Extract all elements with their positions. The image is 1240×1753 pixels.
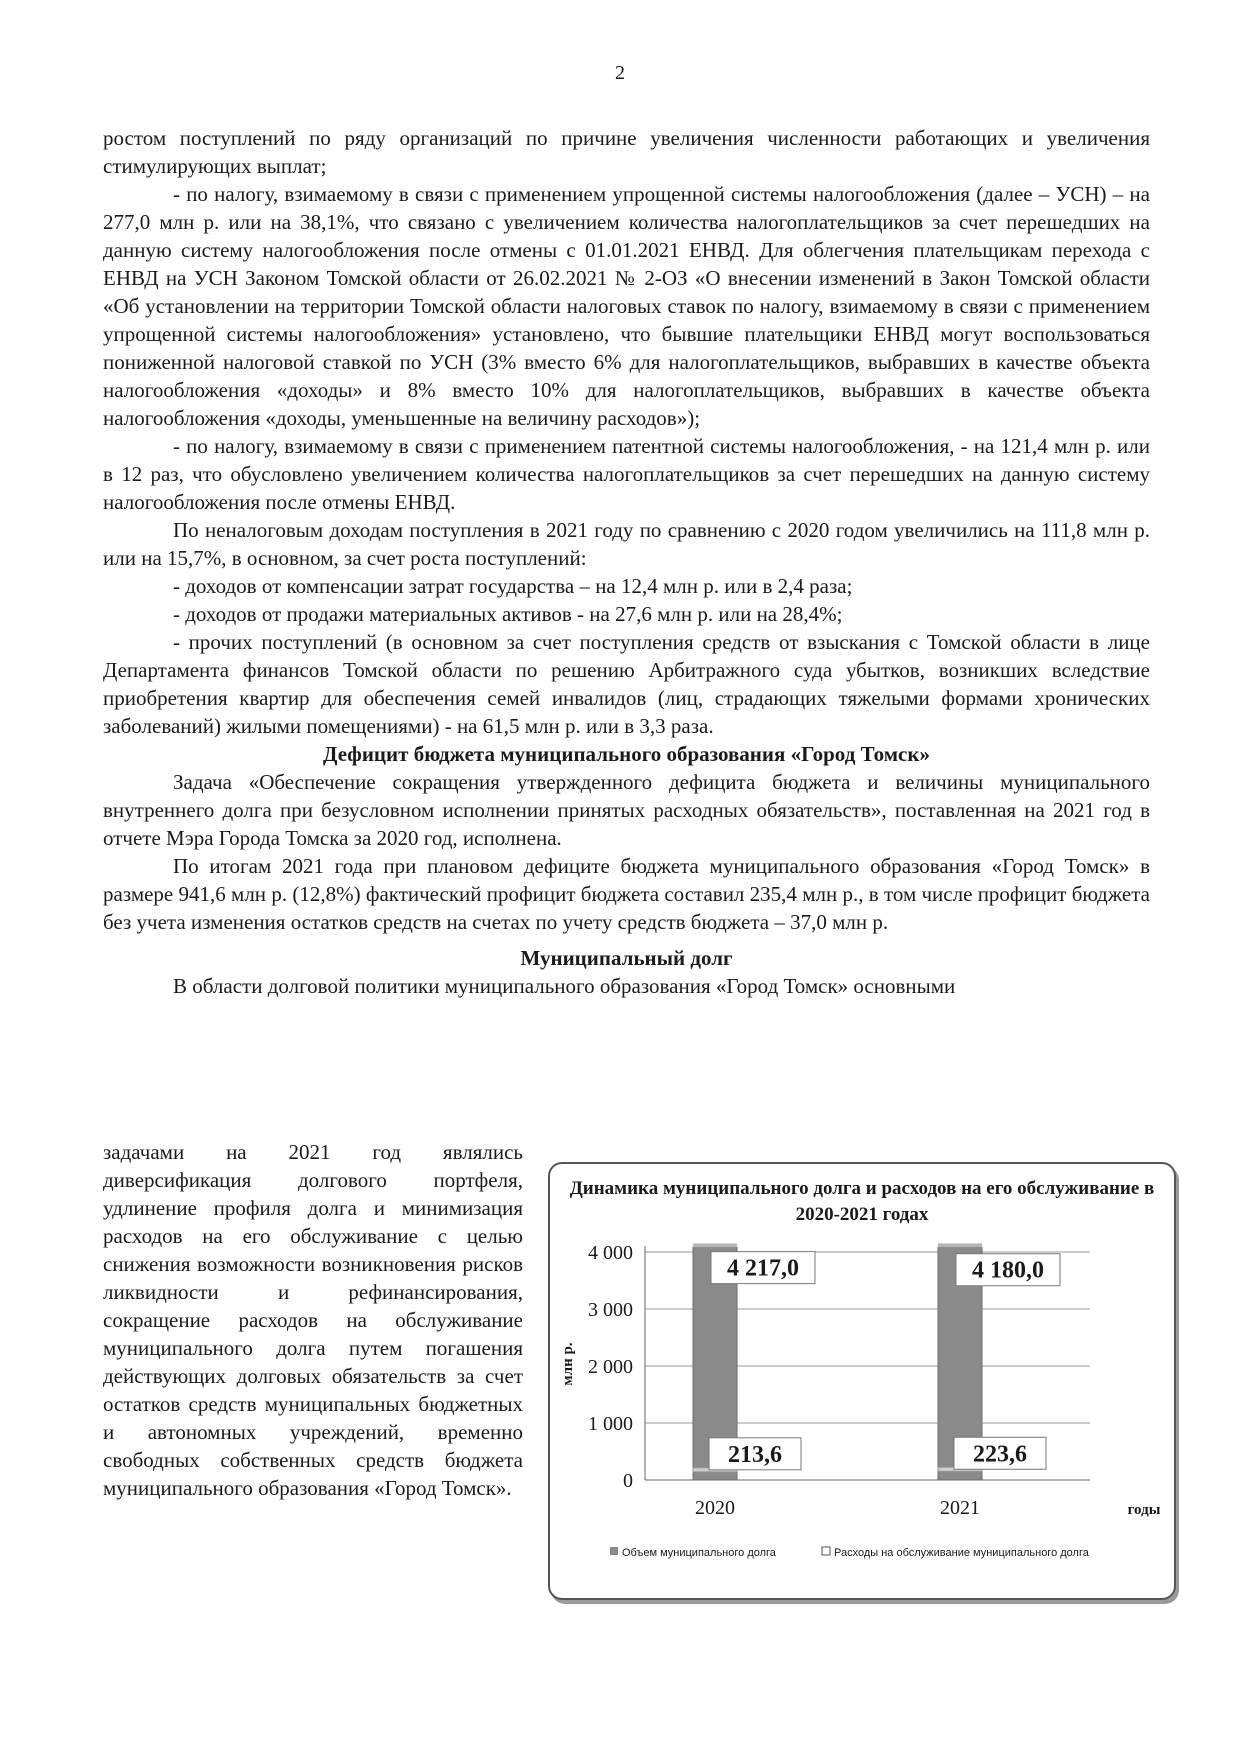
- x-axis-label: годы: [1127, 1502, 1161, 1518]
- chart-title: Динамика муниципального долга и расходов на его обслуживание в 2020-2021 годах: [569, 1178, 1155, 1225]
- debt-side-text: задачами на 2021 год являлись диверсификация долгового портфеля, удлинение профиля долга и минимизация расходов на его обслуживание с целью снижения возможности возникновения рисков ликвидности и рефинансирования, сокращение расходов на обслуживание муниципального долга путем погашения действующих долговых обязательств за счет остатков средств муниципальных бюджетных и автономных учреждений, временно свободных собственных средств бюджета муниципального образования «Город Томск».: [103, 1140, 523, 1500]
- legend-label-debt: Объем муниципального долга: [622, 1547, 776, 1559]
- legend-label-service: Расходы на обслуживание муниципального долга: [834, 1547, 1089, 1559]
- debt-bar-cap: [693, 1243, 737, 1247]
- deficit-heading: Дефицит бюджета муниципального образования «Город Томск»: [323, 742, 930, 766]
- chart-canvas: [550, 1164, 1174, 1598]
- x-tick-label: 2020: [695, 1497, 735, 1519]
- debt-data-label: 4 180,0: [972, 1257, 1044, 1284]
- paragraph: По неналоговым доходам поступления в 2021 году по сравнению с 2020 годом увеличились на 111,8 млн р. или на 15,7%, в основном, за счет роста поступлений:: [103, 518, 1150, 570]
- debt-bar-cap: [938, 1243, 982, 1247]
- paragraph: - прочих поступлений (в основном за счет поступления средств от взыскания с Томской области в лице Департамента финансов Томской области по решению Арбитражного суда убытков, возникших вследствие приобретения квартир для обеспечения семей инвалидов (лиц, страдающих тяжелыми формами хронических заболеваний) жилыми помещениями) - на 61,5 млн р. или в 3,3 раза.: [103, 630, 1150, 738]
- paragraph: - по налогу, взимаемому в связи с применением упрощенной системы налогообложения (далее – УСН) – на 277,0 млн р. или на 38,1%, что связано с увеличением количества налогоплательщиков за счет перешедших на данную систему налогообложения после отмены с 01.01.2021 ЕНВД. Для облегчения плательщикам перехода с ЕНВД на УСН Законом Томской области от 26.02.2021 № 2-ОЗ «О внесении изменений в Закон Томской области «Об установлении на территории Томской области налоговых ставок по налогу, взимаемому в связи с применением упрощенной системы налогообложения» установлено, что бывшие плательщики ЕНВД могут воспользоваться пониженной налоговой ставкой по УСН (3% вместо 6% для налогоплательщиков, выбравших в качестве объекта налогообложения «доходы» и 8% вместо 10% для налогоплательщиков, выбравших в качестве объекта налогообложения «доходы, уменьшенные на величину расходов»);: [103, 182, 1150, 430]
- legend-swatch-service: [822, 1547, 830, 1555]
- y-tick-label: 1 000: [588, 1413, 633, 1435]
- debt-heading: Муниципальный долг: [520, 946, 733, 970]
- service-data-label: 223,6: [973, 1441, 1027, 1468]
- paragraph: По итогам 2021 года при плановом дефиците бюджета муниципального образования «Город Томск» в размере 941,6 млн р. (12,8%) фактический профицит бюджета составил 235,4 млн р., в том числе профицит бюджета без учета изменения остатков средств на счетах по учету средств бюджета – 37,0 млн р.: [103, 854, 1150, 934]
- paragraph: - доходов от компенсации затрат государства – на 12,4 млн р. или в 2,4 раза;: [173, 574, 853, 598]
- body-text: [103, 124, 1150, 1000]
- paragraph: - по налогу, взимаемому в связи с применением патентной системы налогообложения, - на 121,4 млн р. или в 12 раз, что обусловлено увеличением количества налогоплательщиков за счет перешедших на данную систему налогообложения после отмены ЕНВД.: [103, 434, 1150, 514]
- x-tick-label: 2021: [940, 1497, 980, 1519]
- debt-data-label: 4 217,0: [727, 1255, 799, 1282]
- paragraph: Задача «Обеспечение сокращения утвержденного дефицита бюджета и величины муниципального внутреннего долга при безусловном исполнении принятых расходных обязательств», поставленная на 2021 год в отчете Мэра Города Томска за 2020 год, исполнена.: [103, 770, 1150, 850]
- paragraph: - доходов от продажи материальных активов - на 27,6 млн р. или на 28,4%;: [173, 602, 843, 626]
- y-tick-label: 0: [623, 1470, 633, 1492]
- paragraph: В области долговой политики муниципального образования «Город Томск» основными: [173, 974, 956, 998]
- service-data-label: 213,6: [728, 1441, 782, 1468]
- y-tick-label: 3 000: [588, 1299, 633, 1321]
- y-tick-label: 2 000: [588, 1356, 633, 1378]
- debt-chart: [548, 1162, 1176, 1600]
- y-tick-label: 4 000: [588, 1242, 633, 1264]
- legend-swatch-debt: [610, 1547, 618, 1555]
- page-number: 2: [615, 62, 625, 84]
- paragraph: ростом поступлений по ряду организаций по причине увеличения численности работающих и увеличения стимулирующих выплат;: [103, 126, 1150, 178]
- y-axis-label: млн р.: [560, 1342, 576, 1386]
